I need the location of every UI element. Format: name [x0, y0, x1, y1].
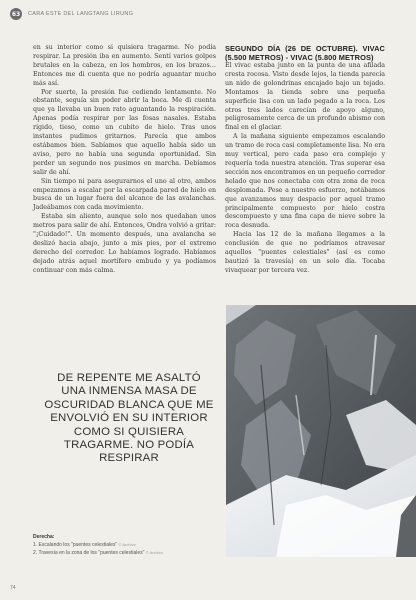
- caption-credit: © Archivo: [118, 542, 136, 547]
- caption-item: [33, 541, 213, 549]
- footer-page-number: 74: [10, 585, 16, 591]
- section-label: CARA ESTE DEL LANGTANG LIRUNG: [28, 11, 134, 17]
- caption-title: Derecha:: [33, 534, 55, 540]
- caption-text: 1. Escalando los "puentes celestiales": [33, 542, 118, 548]
- caption-item: [33, 549, 213, 557]
- photo-caption: [33, 534, 213, 557]
- left-column: [33, 44, 216, 276]
- body-paragraph: El vivac estaba junto en la punta de una afilada cresta rocosa. Visto desde lejos, la tienda parecía un nido de golondrinas encajado bajo un tejado. Montamos la tienda sobre una pequeña superficie lisa con un lado pegado a la roca. Los otros tres lados carecían de apoyo alguno, peligrosamente cerca de un profundo abismo con final en el glaciar.: [225, 62, 385, 132]
- body-paragraph: A la mañana siguiente empezamos escalando un tramo de roca casi completamente lisa. No era muy vertical, pero cada paso era complejo y requería toda nuestra atención. Tras superar esa sección nos encontramos en un pequeño corredor helado que nos conectaba con otra zona de roca desplomada. Pese a nuestro esfuerzo, notábamos que avanzamos muy despacio por aquel tramo principalmente compuesto por hielo costra descompuesto y una fina capa de nieve sobre la roca desnuda.: [225, 133, 385, 230]
- page-number-badge: 63: [10, 8, 22, 20]
- body-paragraph: en su interior como si quisiera tragarme. No podía respirar. La presión iba en aumento. Sentí varios golpes brutales en la cabeza, en los hombros, en los brazos… Entonces me di cuenta que no podría aguantar mucho más así.: [33, 44, 216, 87]
- caption-credit: © Archivo: [145, 550, 163, 555]
- body-paragraph: Hacia las 12 de la mañana llegamos a la conclusión de que no podríamos atravesar aquellos "puentes celestiales" (así es como bautizó la travesía) en un solo día. Tocaba vivaquear por tercera vez.: [225, 231, 385, 274]
- page-header: [10, 8, 133, 20]
- section-heading: SEGUNDO DÍA (26 DE OCTUBRE). VIVAC (5.500 METROS) - VIVAC (5.800 METROS): [225, 44, 385, 62]
- body-paragraph: Por suerte, la presión fue cediendo lentamente. No obstante, seguía sin poder abrir la boca. Me di cuenta que ya llevaba un buen rato aguantando la respiración. Apenas podía respirar por las fosas nasales. Estaba rígido, tieso, como un cubito de hielo. Tras unos instantes pudimos gritarnos. Parecía que ambos estábamos bien. Sabíamos que aquello había sido un aviso, pero no había una segunda oportunidad. Sin perder un segundo nos pusimos en marcha. Debíamos salir de ahí.: [33, 88, 216, 176]
- body-paragraph: Estaba sin aliento, aunque solo nos quedaban unos metros para salir de ahí. Entonces, Ondra volvió a gritar: "¡Cuidado!". Un momento después, una avalancha se deslizó hacia abajo, junto a mis pies, por el extremo derecho del corredor. Lo habíamos logrado. Habíamos dejado atrás aquel mortífero embudo y ya podíamos continuar con más calma.: [33, 213, 216, 274]
- body-paragraph: Sin tiempo ni para asegurarnos el uno al otro, ambos empezamos a escalar por la escarpada pared de hielo en busca de un lugar fuera del alcance de las avalanchas. Jadeábamos con cada movimiento.: [33, 177, 216, 212]
- mountain-photo: [226, 305, 416, 557]
- caption-text: 2. Travesía en la zona de los "puentes celestiales": [33, 550, 145, 556]
- mountain-photo-graphic: [226, 305, 416, 557]
- right-column: [225, 44, 385, 276]
- pull-quote: DE REPENTE ME ASALTÓ UNA INMENSA MASA DE OSCURIDAD BLANCA QUE ME ENVOLVIÓ EN SU INTERIOR COMO SI QUISIERA TRAGARME. NO PODÍA RESPIRAR: [44, 372, 214, 465]
